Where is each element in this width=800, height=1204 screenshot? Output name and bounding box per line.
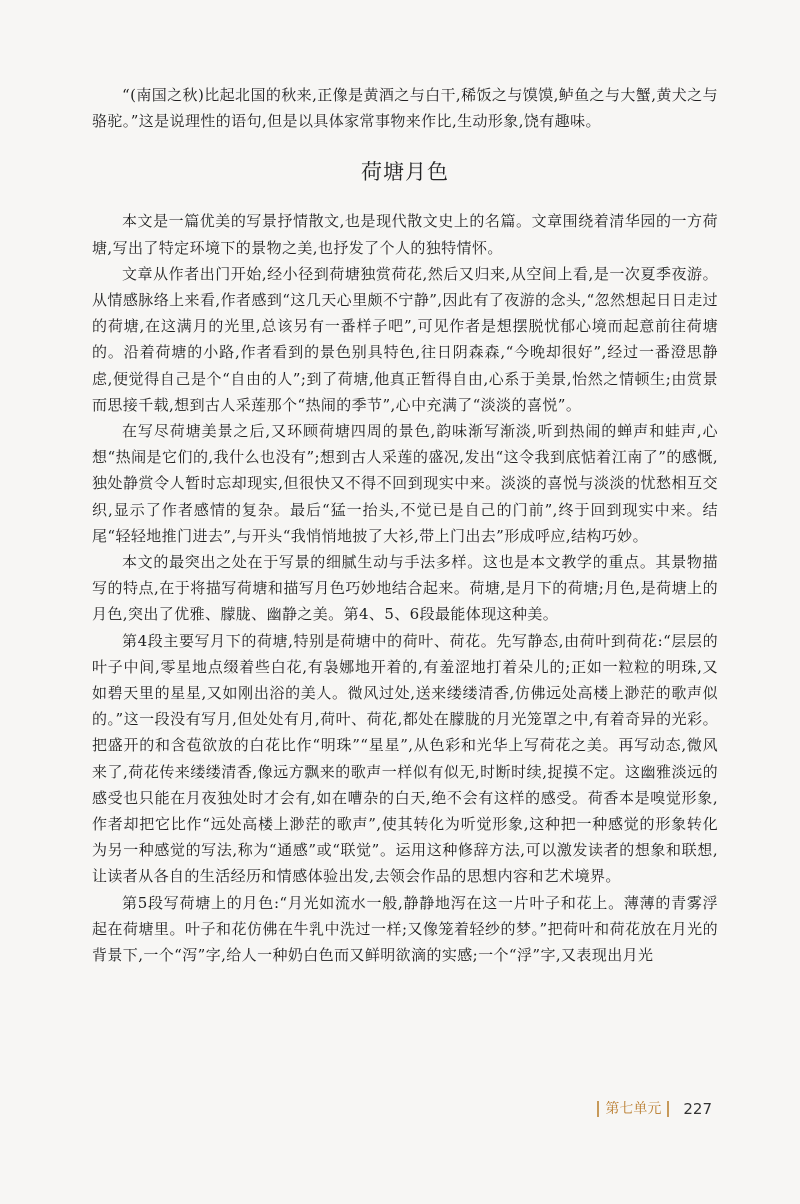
intro-quote-paragraph: “(南国之秋)比起北国的秋来,正像是黄酒之与白干,稀饭之与馍馍,鲈鱼之与大蟹,黄犬之与骆驼。”这是说理性的语句,但是以具体家常事物来作比,生动形象,饶有趣味。: [92, 86, 718, 131]
body-paragraph-5: 第4段主要写月下的荷塘,特别是荷塘中的荷叶、荷花。先写静态,由荷叶到荷花:“层层的叶子中间,零星地点缀着些白花,有袅娜地开着的,有羞涩地打着朵儿的;正如一粒粒的明珠,又如碧天里的星星,又如刚出浴的美人。微风过处,送来缕缕清香,仿佛远处高楼上渺茫的歌声似的。”这一段没有写月,但处处有月,荷叶、荷花,都处在朦胧的月光笼罩之中,有着奇异的光彩。把盛开的和含苞欲放的白花比作“明珠”“星星”,从色彩和光华上写荷花之美。再写动态,微风来了,荷花传来缕缕清香,像远方飘来的歌声一样似有似无,时断时续,捉摸不定。这幽雅淡远的感受也只能在月夜独处时才会有,如在嘈杂的白天,绝不会有这样的感受。荷香本是嗅觉形象,作者却把它比作“远处高楼上渺茫的歌声”,使其转化为听觉形象,这种把一种感觉的形象转化为另一种感觉的写法,称为“通感”或“联觉”。运用这种修辞方法,可以激发读者的想象和联想,让读者从各自的生活经历和情感体验出发,去领会作品的思想内容和艺术境界。: [92, 631, 718, 886]
section-title: 荷塘月色: [361, 160, 449, 185]
unit-label: 第七单元: [597, 1101, 669, 1117]
page-number: 227: [683, 1100, 712, 1118]
body-paragraph-3: 在写尽荷塘美景之后,又环顾荷塘四周的景色,韵味渐写渐淡,听到热闹的蝉声和蛙声,心想“热闹是它们的,我什么也没有”;想到古人采莲的盛况,发出“这令我到底惦着江南了”的感慨,独处静赏令人暂时忘却现实,但很快又不得不回到现实中来。淡淡的喜悦与淡淡的忧愁相互交织,显示了作者感情的复杂。最后“猛一抬头,不觉已是自己的门前”,终于回到现实中来。结尾“轻轻地推门进去”,与开头“我悄悄地披了大衫,带上门出去”形成呼应,结构巧妙。: [92, 422, 718, 545]
body-paragraph-6: 第5段写荷塘上的月色:“月光如流水一般,静静地泻在这一片叶子和花上。薄薄的青雾浮起在荷塘里。叶子和花仿佛在牛乳中洗过一样;又像笼着轻纱的梦。”把荷叶和荷花放在月光的背景下,一个“泻”字,给人一种奶白色而又鲜明欲滴的实感;一个“浮”字,又表现出月光: [92, 893, 718, 965]
body-paragraph-1: 本文是一篇优美的写景抒情散文,也是现代散文史上的名篇。文章围绕着清华园的一方荷塘,写出了特定环境下的景物之美,也抒发了个人的独特情怀。: [92, 212, 718, 257]
body-paragraph-2: 文章从作者出门开始,经小径到荷塘独赏荷花,然后又归来,从空间上看,是一次夏季夜游。从情感脉络上来看,作者感到“这几天心里颇不宁静”,因此有了夜游的念头,“忽然想起日日走过的荷塘,在这满月的光里,总该另有一番样子吧”,可见作者是想摆脱忧郁心境而起意前往荷塘的。沿着荷塘的小路,作者看到的景色别具特色,往日阴森森,“今晚却很好”,经过一番澄思静虑,便觉得自己是个“自由的人”;到了荷塘,他真正暂得自由,心系于美景,怡然之情顿生;由赏景而思接千载,想到古人采莲那个“热闹的季节”,心中充满了“淡淡的喜悦”。: [92, 264, 718, 414]
page-footer: [597, 1100, 712, 1118]
page-body: [92, 82, 718, 968]
body-paragraph-4: 本文的最突出之处在于写景的细腻生动与手法多样。这也是本文教学的重点。其景物描写的特点,在于将描写荷塘和描写月色巧妙地结合起来。荷塘,是月下的荷塘;月色,是荷塘上的月色,突出了优雅、朦胧、幽静之美。第4、5、6段最能体现这种美。: [92, 553, 718, 624]
